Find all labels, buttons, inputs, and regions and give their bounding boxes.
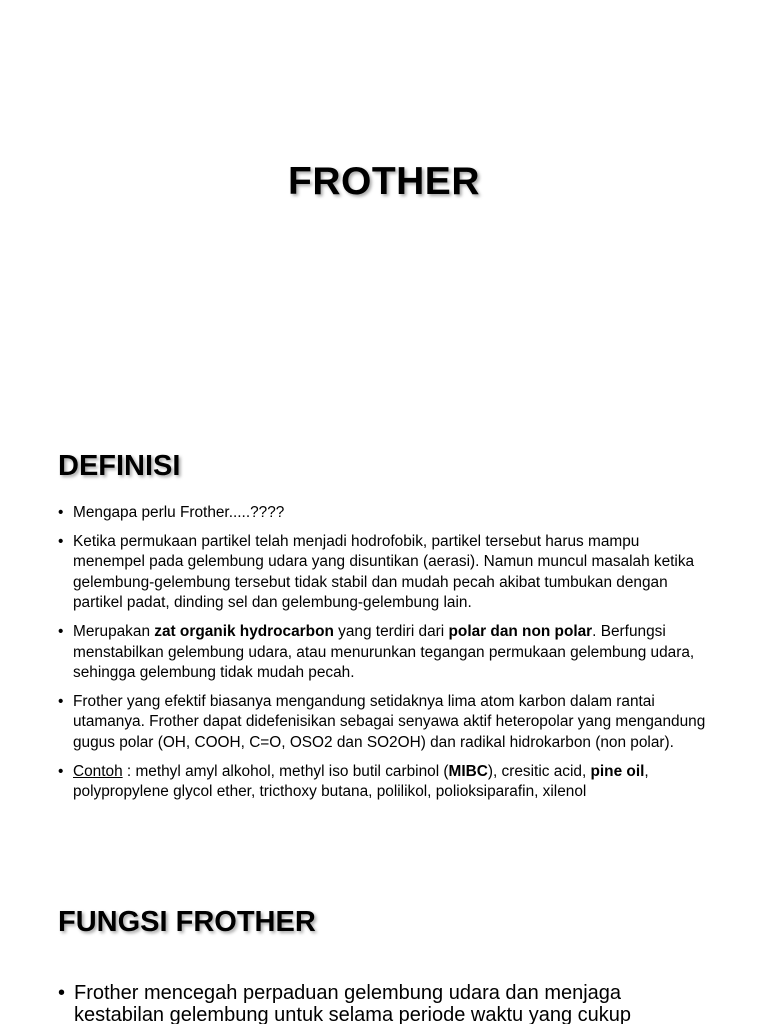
bold-term: pine oil (590, 762, 645, 780)
bullet-text: Frother mencegah perpaduan gelembung udara dan menjaga kestabilan gelembung untuk selama periode waktu yang cukup (74, 982, 632, 1024)
slide-fungsi-frother (0, 880, 768, 1024)
bullet-icon: • (58, 692, 64, 710)
bullet-text: : methyl amyl alkohol, methyl iso butil carbinol ( (122, 762, 449, 780)
bullet-item (58, 622, 708, 684)
definisi-heading: DEFINISI (58, 450, 181, 482)
example-label: Contoh (73, 762, 123, 780)
bullet-text: ), cresitic acid, (487, 762, 591, 780)
slide-title-heading: FROTHER (288, 160, 480, 203)
bullet-text: . Berfungsi menstabilkan gelembung udara, atau menurunkan tegangan permukaan gelembung udara, sehingga gelembung tidak mudah pecah. (73, 622, 695, 682)
bullet-icon: • (58, 762, 64, 780)
bullet-text: Ketika permukaan partikel telah menjadi hodrofobik, partikel tersebut harus mampu menempel pada gelembung udara yang disuntikan (aerasi). Namun muncul masalah ketika gelembung-gelembung tersebut tidak stabil dan mudah pecah akibat tumbukan dengan partikel padat, dinding sel dan gelembung-gelembung lain. (73, 532, 695, 612)
bullet-icon: • (58, 982, 66, 1004)
definisi-bullet-list (58, 503, 708, 811)
bullet-item (58, 982, 708, 1024)
fungsi-bullet-list (58, 982, 708, 1024)
bullet-item (58, 532, 708, 614)
bullet-text: , polypropylene glycol ether, tricthoxy butana, polilikol, polioksiparafin, xilenol (73, 762, 649, 801)
bullet-icon: • (58, 504, 64, 521)
bold-term: zat organik hydrocarbon (154, 622, 334, 640)
bullet-text: Merupakan (73, 622, 155, 640)
bold-term: MIBC (448, 762, 488, 780)
bullet-icon: • (58, 622, 64, 640)
bold-term: polar dan non polar (448, 622, 593, 640)
bullet-icon: • (58, 532, 64, 550)
bullet-item (58, 762, 708, 803)
fungsi-heading: FUNGSI FROTHER (58, 906, 316, 938)
bullet-text: Mengapa perlu Frother.....???? (73, 504, 285, 521)
bullet-text: yang terdiri dari (333, 622, 449, 640)
slide-title (0, 0, 768, 430)
slide-definisi (0, 430, 768, 880)
bullet-item (58, 503, 708, 524)
bullet-text: Frother yang efektif biasanya mengandung setidaknya lima atom karbon dalam rantai utamanya. Frother dapat didefenisikan sebagai senyawa aktif heteropolar yang mengandung gugus polar (OH, COOH, C=O, OSO2 dan SO2OH) dan radikal hidrokarbon (non polar). (73, 692, 706, 751)
bullet-item (58, 692, 708, 754)
